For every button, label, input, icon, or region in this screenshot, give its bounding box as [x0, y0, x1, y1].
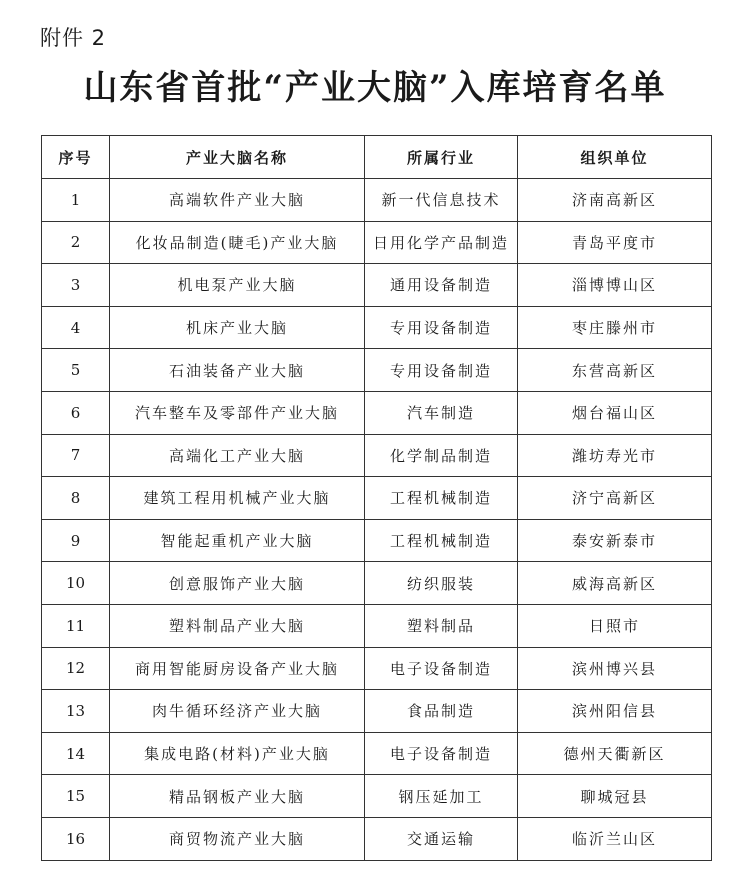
attachment-label: 附件 2: [40, 26, 107, 50]
cell-organizer: 烟台福山区: [518, 391, 712, 434]
cell-index: 2: [42, 221, 110, 264]
table-row: [42, 221, 712, 264]
cell-brain-name: 精品钢板产业大脑: [110, 775, 365, 818]
document-title: 山东省首批“产业大脑”入库培育名单: [83, 68, 667, 108]
cell-organizer: 日照市: [518, 604, 712, 647]
cell-index: 7: [42, 434, 110, 477]
cell-brain-name: 塑料制品产业大脑: [110, 604, 365, 647]
cell-organizer: 淄博博山区: [518, 264, 712, 307]
cell-industry: 通用设备制造: [365, 264, 518, 307]
cell-industry: 专用设备制造: [365, 349, 518, 392]
cell-organizer: 潍坊寿光市: [518, 434, 712, 477]
cell-brain-name: 汽车整车及零部件产业大脑: [110, 391, 365, 434]
cell-industry: 汽车制造: [365, 391, 518, 434]
cell-organizer: 聊城冠县: [518, 775, 712, 818]
cell-index: 14: [42, 732, 110, 775]
header-brain-name: 产业大脑名称: [110, 136, 365, 179]
cell-index: 9: [42, 519, 110, 562]
cell-index: 16: [42, 817, 110, 860]
table-body: [42, 179, 712, 861]
cell-brain-name: 机床产业大脑: [110, 306, 365, 349]
cell-index: 12: [42, 647, 110, 690]
table-row: [42, 647, 712, 690]
table-row: [42, 306, 712, 349]
table-row: [42, 264, 712, 307]
cell-brain-name: 高端软件产业大脑: [110, 179, 365, 222]
cell-brain-name: 集成电路(材料)产业大脑: [110, 732, 365, 775]
table-header-row: [42, 136, 712, 179]
cell-index: 15: [42, 775, 110, 818]
cell-index: 4: [42, 306, 110, 349]
cell-industry: 电子设备制造: [365, 732, 518, 775]
cell-industry: 电子设备制造: [365, 647, 518, 690]
cell-index: 6: [42, 391, 110, 434]
table-row: [42, 349, 712, 392]
cell-brain-name: 化妆品制造(睫毛)产业大脑: [110, 221, 365, 264]
table-row: [42, 817, 712, 860]
table-row: [42, 604, 712, 647]
cell-brain-name: 机电泵产业大脑: [110, 264, 365, 307]
cell-index: 13: [42, 690, 110, 733]
table-row: [42, 434, 712, 477]
cell-organizer: 滨州博兴县: [518, 647, 712, 690]
table-row: [42, 775, 712, 818]
cell-brain-name: 建筑工程用机械产业大脑: [110, 477, 365, 520]
cell-brain-name: 创意服饰产业大脑: [110, 562, 365, 605]
table-row: [42, 391, 712, 434]
table-row: [42, 179, 712, 222]
cell-brain-name: 商用智能厨房设备产业大脑: [110, 647, 365, 690]
cell-organizer: 青岛平度市: [518, 221, 712, 264]
cell-industry: 工程机械制造: [365, 519, 518, 562]
cell-index: 11: [42, 604, 110, 647]
cell-industry: 塑料制品: [365, 604, 518, 647]
cell-industry: 化学制品制造: [365, 434, 518, 477]
header-industry: 所属行业: [365, 136, 518, 179]
cell-index: 5: [42, 349, 110, 392]
cell-industry: 工程机械制造: [365, 477, 518, 520]
cell-organizer: 临沂兰山区: [518, 817, 712, 860]
cell-organizer: 滨州阳信县: [518, 690, 712, 733]
table-row: [42, 690, 712, 733]
cell-index: 10: [42, 562, 110, 605]
cell-industry: 食品制造: [365, 690, 518, 733]
header-index: 序号: [42, 136, 110, 179]
roster-table: [41, 135, 712, 861]
cell-industry: 交通运输: [365, 817, 518, 860]
cell-industry: 纺织服装: [365, 562, 518, 605]
cell-brain-name: 商贸物流产业大脑: [110, 817, 365, 860]
cell-index: 1: [42, 179, 110, 222]
cell-organizer: 东营高新区: [518, 349, 712, 392]
cell-brain-name: 智能起重机产业大脑: [110, 519, 365, 562]
cell-brain-name: 高端化工产业大脑: [110, 434, 365, 477]
cell-organizer: 济宁高新区: [518, 477, 712, 520]
cell-index: 3: [42, 264, 110, 307]
cell-industry: 专用设备制造: [365, 306, 518, 349]
cell-organizer: 威海高新区: [518, 562, 712, 605]
cell-industry: 钢压延加工: [365, 775, 518, 818]
table-row: [42, 732, 712, 775]
table-row: [42, 562, 712, 605]
cell-organizer: 德州天衢新区: [518, 732, 712, 775]
table-row: [42, 477, 712, 520]
cell-brain-name: 石油装备产业大脑: [110, 349, 365, 392]
cell-index: 8: [42, 477, 110, 520]
cell-organizer: 济南高新区: [518, 179, 712, 222]
table-row: [42, 519, 712, 562]
cell-brain-name: 肉牛循环经济产业大脑: [110, 690, 365, 733]
cell-organizer: 枣庄滕州市: [518, 306, 712, 349]
cell-industry: 日用化学产品制造: [365, 221, 518, 264]
header-organizer: 组织单位: [518, 136, 712, 179]
cell-organizer: 泰安新泰市: [518, 519, 712, 562]
cell-industry: 新一代信息技术: [365, 179, 518, 222]
